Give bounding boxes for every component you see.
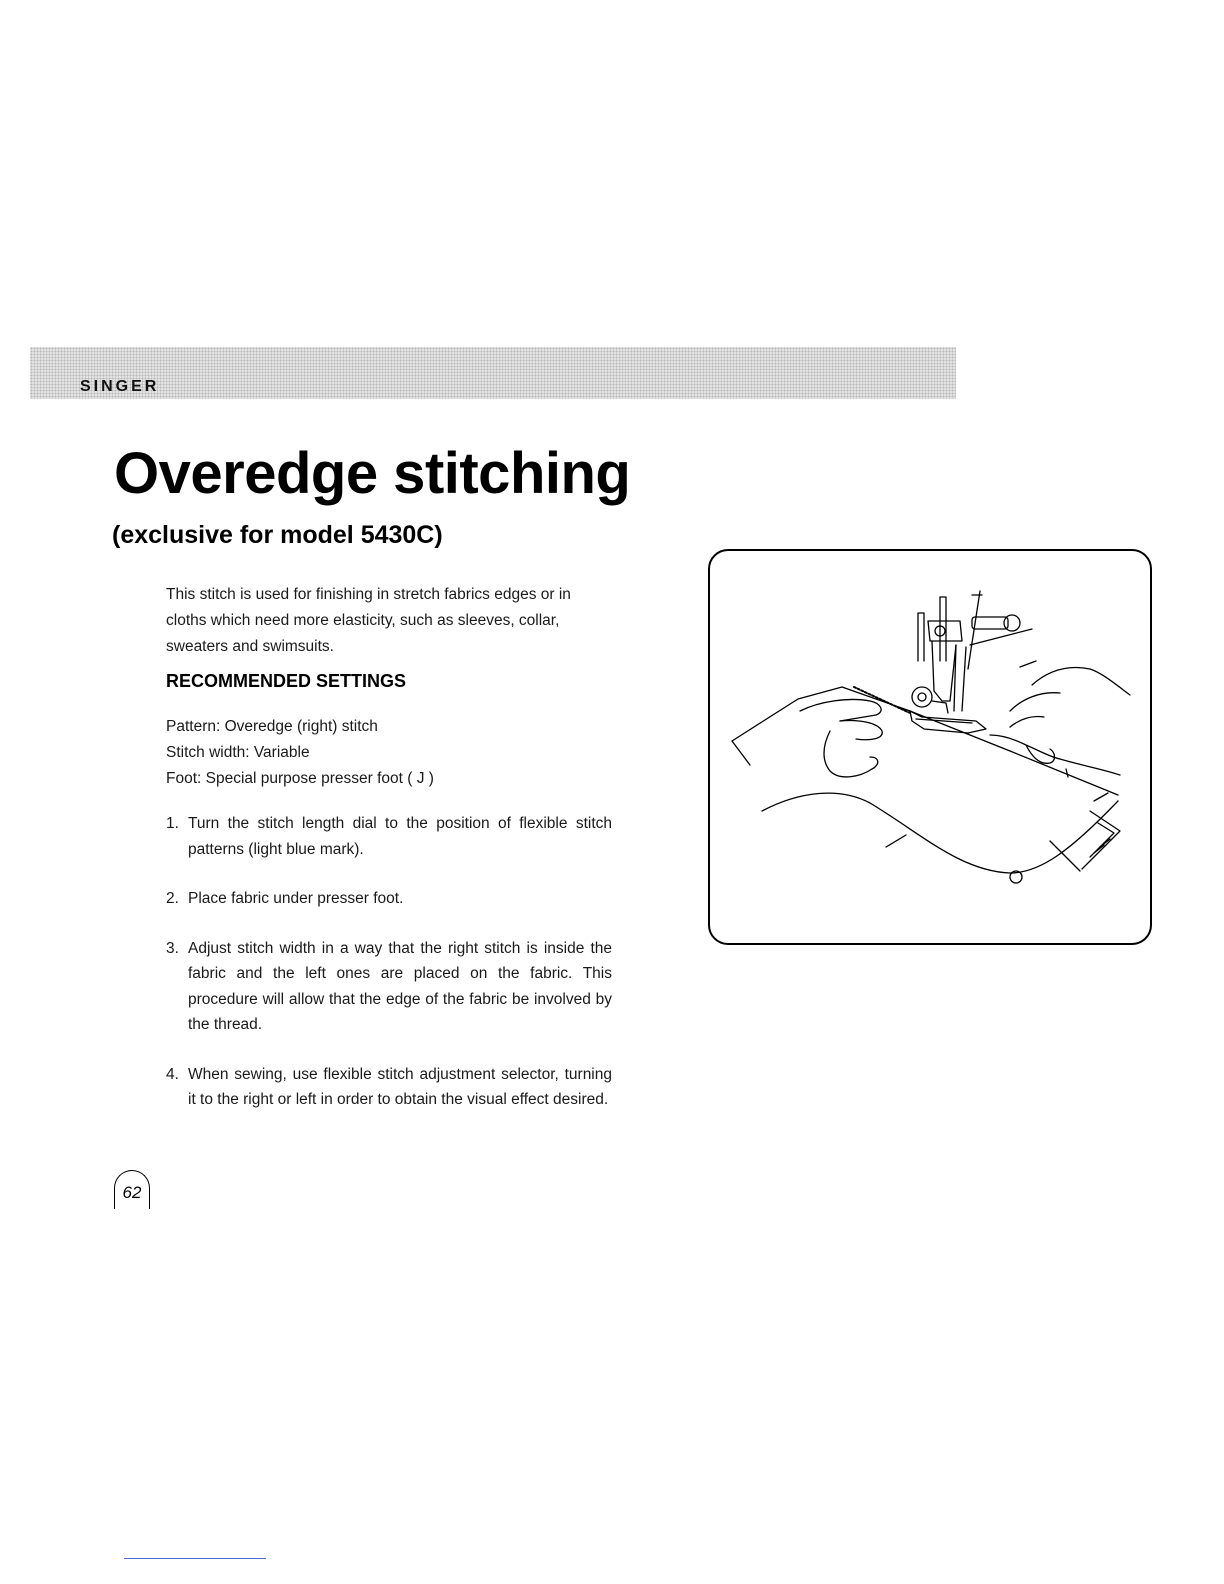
setting-pattern: Pattern: Overedge (right) stitch [166, 718, 378, 735]
step-item [166, 1062, 612, 1113]
brand-logo: SINGER [80, 378, 160, 395]
illustration-frame [708, 549, 1152, 945]
step-text: When sewing, use flexible stitch adjustment selector, turning it to the right or left in order to obtain the visual effect desired. [188, 1065, 612, 1108]
header-band [30, 347, 956, 399]
page-subtitle: (exclusive for model 5430C) [112, 521, 443, 549]
step-text: Place fabric under presser foot. [188, 890, 404, 907]
step-number: 2. [166, 890, 179, 907]
step-text: Adjust stitch width in a way that the right stitch is inside the fabric and the left ones are placed on the fabric. This procedure will allow that the edge of the fabric be involved by the thread. [188, 939, 612, 1033]
step-item [166, 886, 612, 912]
recommended-settings-heading: RECOMMENDED SETTINGS [166, 671, 407, 691]
setting-stitch-width: Stitch width: Variable [166, 744, 310, 761]
step-number: 1. [166, 815, 179, 832]
step-text: Turn the stitch length dial to the position of flexible stitch patterns (light blue mark). [188, 815, 612, 858]
footer-rule [124, 1558, 266, 1559]
setting-foot: Foot: Special purpose presser foot ( J ) [166, 770, 434, 787]
page-number: 62 [114, 1170, 150, 1209]
sewing-machine-hands-illustration-icon [710, 551, 1150, 943]
page-title: Overedge stitching [114, 441, 631, 506]
settings-list [166, 714, 612, 792]
steps-list [166, 811, 612, 1137]
intro-paragraph: This stitch is used for finishing in stretch fabrics edges or in cloths which need more elasticity, such as sleeves, collar, sweaters and swimsuits. [166, 586, 571, 655]
step-item [166, 936, 612, 1038]
step-number: 3. [166, 939, 179, 957]
step-item [166, 811, 612, 862]
step-number: 4. [166, 1065, 179, 1083]
